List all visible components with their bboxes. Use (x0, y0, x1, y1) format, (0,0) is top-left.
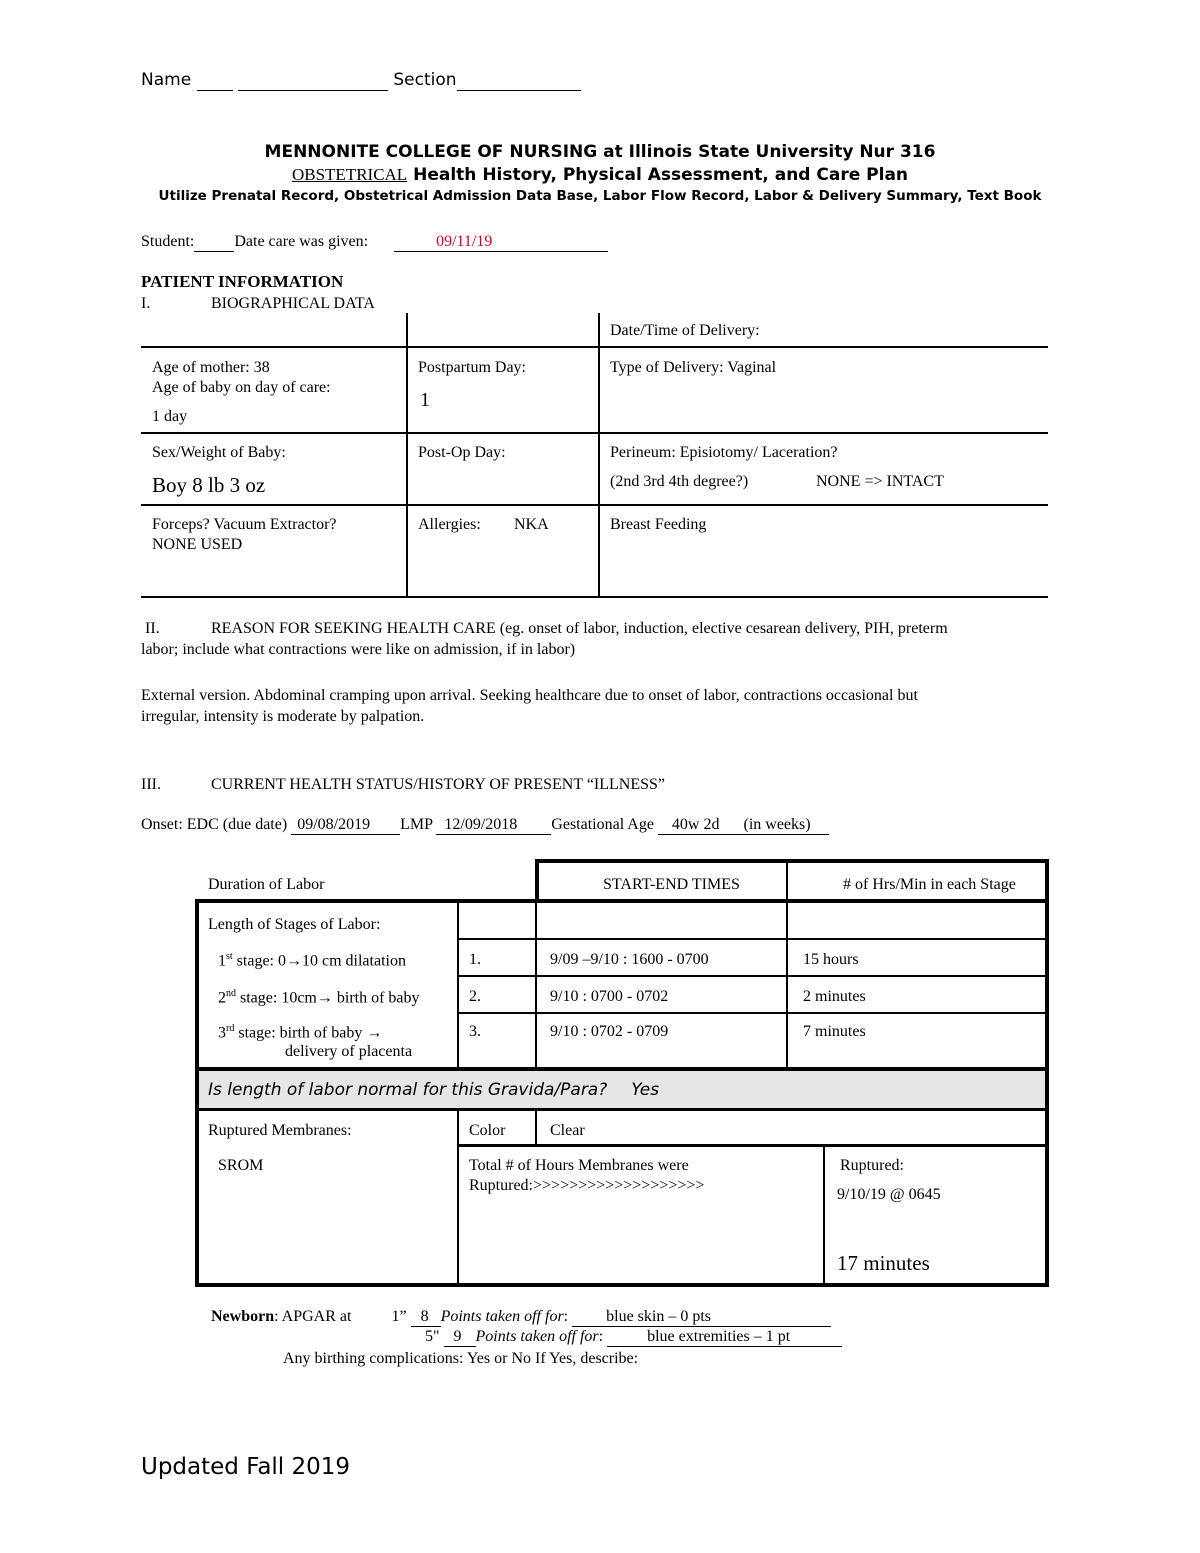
apgar-1min-label: 1” (391, 1308, 407, 1325)
section1-title: BIOGRAPHICAL DATA (211, 295, 375, 312)
edc-label: Onset: EDC (due date) (141, 816, 288, 833)
bio-row-line-2 (141, 432, 1048, 434)
student-line (141, 233, 608, 252)
section2-num: II. (145, 620, 160, 637)
labor-row-line-2 (457, 975, 1047, 977)
section2-title-line2: labor; include what contractions were like on admission, if in labor) (141, 641, 576, 658)
start-end-times-header: START-END TIMES (603, 876, 740, 893)
stage-3-number: 3. (469, 1023, 481, 1040)
stage-3-label-line2: delivery of placenta (285, 1043, 413, 1060)
age-mother: Age of mother: 38 (152, 359, 270, 376)
section3-num: III. (141, 776, 161, 793)
perineum-value: NONE => INTACT (816, 473, 944, 490)
ruptured-duration: 17 minutes (837, 1251, 930, 1275)
ga-units: (in weeks) (743, 816, 828, 835)
labor-row-line-1 (457, 938, 1047, 940)
stage-2-duration: 2 minutes (803, 988, 866, 1005)
labor-header-left-border (535, 859, 539, 902)
sex-weight-label: Sex/Weight of Baby: (152, 444, 286, 461)
ga-value: 40w 2d (671, 816, 720, 833)
allergies-label: Allergies: (418, 516, 481, 533)
stage-1-label: 1st stage: 0→10 cm dilatation (218, 951, 406, 970)
color-label: Color (469, 1122, 506, 1139)
page-title: MENNONITE COLLEGE OF NURSING at Illinois State University Nur 316 (264, 142, 936, 162)
stage-3-duration: 7 minutes (803, 1023, 866, 1040)
bio-row-line-1 (141, 346, 1048, 348)
apgar-5min-reason[interactable]: blue extremities – 1 pt (607, 1328, 842, 1347)
age-baby-label: Age of baby on day of care: (152, 379, 331, 396)
updated-footer: Updated Fall 2019 (141, 1454, 351, 1480)
length-stages-label: Length of Stages of Labor: (208, 916, 381, 933)
labor-bottom-border (195, 1283, 1049, 1287)
newborn-label: Newborn (211, 1308, 275, 1325)
labor-top-border (535, 859, 1049, 863)
age-baby-value: 1 day (152, 408, 188, 425)
date-label: Date care was given: (234, 233, 369, 250)
stage-3-label: 3rd stage: birth of baby → (218, 1023, 383, 1042)
patient-info-heading: PATIENT INFORMATION (141, 272, 344, 291)
apgar-5min-label: 5" (425, 1328, 440, 1345)
edc-value: 09/08/2019 (297, 816, 371, 833)
bio-row-line-4 (141, 596, 1048, 598)
name-line (141, 70, 581, 91)
page-subtitle (0, 165, 1200, 185)
page-instructions: Utilize Prenatal Record, Obstetrical Admission Data Base, Labor Flow Record, Labor & Delivery Summary, Text Book (158, 188, 1042, 204)
subtitle-rest: Health History, Physical Assessment, and Care Plan (407, 165, 909, 185)
perineum-label: Perineum: Episiotomy/ Laceration? (610, 444, 838, 461)
ruptured-membranes-label: Ruptured Membranes: (208, 1122, 352, 1139)
apgar-5min-line: 5" 9 Points taken off for: blue extremities – 1 pt (425, 1328, 842, 1347)
ga-label: Gestational Age (551, 816, 654, 833)
student-blank[interactable] (194, 233, 234, 252)
edc-field[interactable] (291, 816, 400, 835)
stage-2-times: 9/10 : 0700 - 0702 (550, 988, 669, 1005)
forceps-value: NONE USED (152, 536, 243, 553)
stage-2-label: 2nd stage: 10cm→ birth of baby (218, 988, 420, 1007)
date-value-field[interactable] (394, 233, 608, 252)
stage-1-duration: 15 hours (803, 951, 859, 968)
student-label: Student: (141, 233, 195, 250)
section3-title: CURRENT HEALTH STATUS/HISTORY OF PRESENT “ILLNESS” (211, 776, 666, 793)
section-label: Section (393, 70, 457, 90)
normal-labor-question: Is length of labor normal for this Gravida/Para? Yes (208, 1080, 660, 1100)
hrs-min-header: # of Hrs/Min in each Stage (843, 876, 1016, 893)
allergies-value: NKA (514, 516, 549, 533)
section2-answer-line2: irregular, intensity is moderate by palpation. (141, 708, 425, 725)
labor-col-divider-times (535, 901, 537, 1069)
ruptured-col-divider-2 (535, 1110, 537, 1145)
section-blank[interactable] (457, 70, 581, 91)
total-hours-line1: Total # of Hours Membranes were (469, 1157, 689, 1174)
bio-row-line-3 (141, 504, 1048, 506)
section2-answer-line1: External version. Abdominal cramping upon arrival. Seeking healthcare due to onset of labor, contractions occasional but (141, 687, 918, 704)
post-op-day-label: Post-Op Day: (418, 444, 506, 461)
name-label: Name (141, 70, 192, 90)
labor-right-border (1045, 859, 1049, 1287)
labor-row-line-3 (457, 1012, 1047, 1014)
lmp-field[interactable] (436, 816, 551, 835)
ga-field[interactable] (658, 816, 744, 835)
apgar-5min-score[interactable]: 9 (444, 1328, 476, 1347)
labor-header-bottom (195, 899, 1049, 903)
ruptured-row-line (457, 1144, 1047, 1147)
normal-labor-answer: Yes (631, 1080, 660, 1100)
bio-divider-1 (406, 313, 408, 598)
labor-col-divider-hrs (786, 861, 788, 1069)
perineum-degree: (2nd 3rd 4th degree?) (610, 473, 749, 490)
labor-row-line-5 (197, 1108, 1047, 1111)
date-value: 09/11/19 (436, 233, 493, 250)
stage-3-times: 9/10 : 0702 - 0709 (550, 1023, 669, 1040)
ruptured-col-divider-3 (823, 1146, 825, 1285)
obstetrical-word: OBSTETRICAL (291, 165, 408, 184)
birthing-complications: Any birthing complications: Yes or No If Yes, describe: (283, 1350, 639, 1367)
apgar-1min-reason[interactable]: blue skin – 0 pts (572, 1308, 831, 1327)
section1-num: I. (141, 295, 151, 312)
name-blank-1[interactable] (197, 70, 233, 91)
lmp-value: 12/09/2018 (444, 816, 518, 833)
feeding-method: Breast Feeding (610, 516, 707, 533)
onset-line (141, 816, 829, 835)
apgar-1min-score[interactable]: 8 (411, 1308, 441, 1327)
total-hours-line2: Ruptured:>>>>>>>>>>>>>>>>>>> (469, 1177, 705, 1194)
date-time-delivery-label: Date/Time of Delivery: (610, 322, 760, 339)
duration-of-labor-label: Duration of Labor (208, 876, 325, 893)
sex-weight-value: Boy 8 lb 3 oz (152, 473, 266, 497)
postpartum-day-value: 1 (420, 389, 430, 411)
ruptured-at-label: Ruptured: (840, 1157, 904, 1174)
rom-value: SROM (218, 1157, 264, 1174)
color-value: Clear (550, 1122, 585, 1139)
type-of-delivery: Type of Delivery: Vaginal (610, 359, 777, 376)
name-blank-2[interactable] (238, 70, 388, 91)
labor-col-divider-num (457, 901, 459, 1069)
stage-1-times: 9/09 –9/10 : 1600 - 0700 (550, 951, 709, 968)
stage-1-number: 1. (469, 951, 481, 968)
stage-2-number: 2. (469, 988, 481, 1005)
apgar-1min-line: Newborn: APGAR at 1” 8 Points taken off for: blue skin – 0 pts (211, 1308, 831, 1327)
postpartum-day-label: Postpartum Day: (418, 359, 526, 376)
ruptured-at-value: 9/10/19 @ 0645 (837, 1186, 941, 1203)
section2-title-line1: REASON FOR SEEKING HEALTH CARE (eg. onset of labor, induction, elective cesarean delivery, PIH, preterm (211, 620, 948, 637)
ruptured-col-divider-1 (457, 1110, 459, 1285)
bio-divider-2 (598, 313, 600, 598)
forceps-label: Forceps? Vacuum Extractor? (152, 516, 337, 533)
lmp-label: LMP (400, 816, 433, 833)
